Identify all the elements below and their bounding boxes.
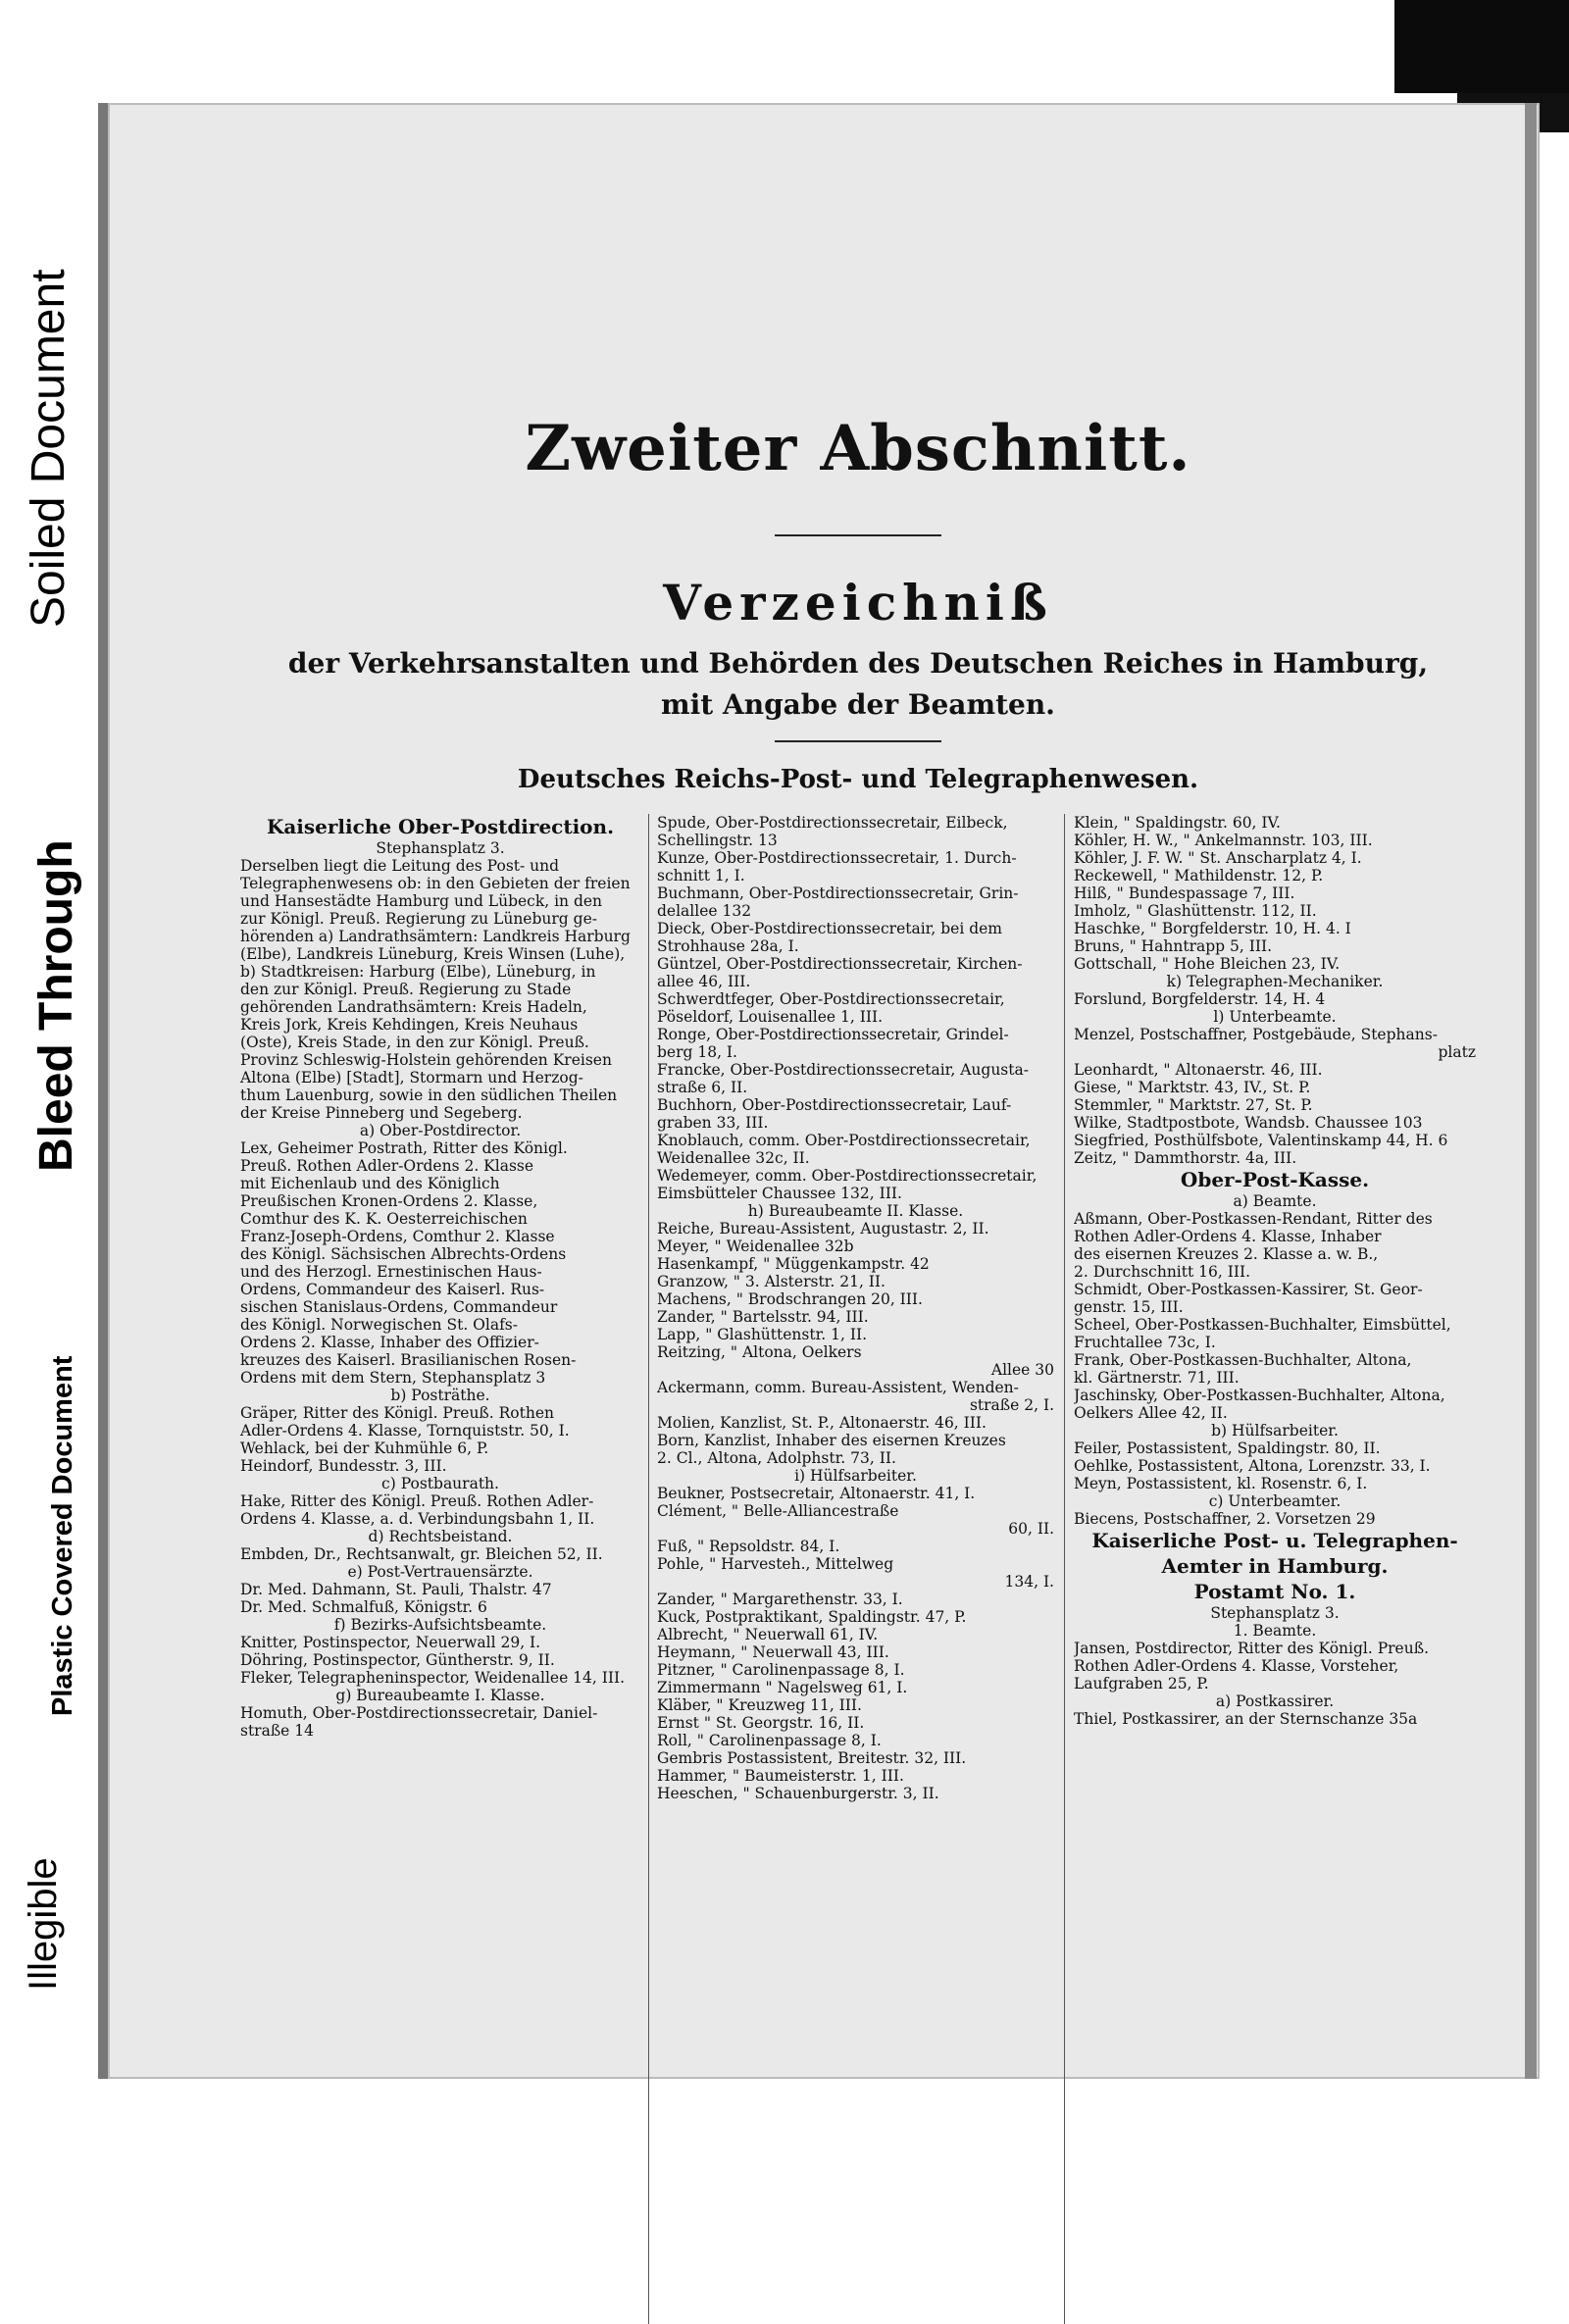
entry-line: Gottschall, " Hohe Bleichen 23, IV. — [1074, 955, 1341, 973]
entry-line: Kunze, Ober-Postdirectionssecretair, 1. Durch- — [657, 849, 1017, 867]
label-plastic-covered: Plastic Covered Document — [47, 1355, 78, 1716]
entry-line: l) Unterbeamte. — [1213, 1008, 1337, 1026]
entry-line: Ordens 2. Klasse, Inhaber des Offizier- — [240, 1334, 539, 1351]
entry-line: Döhring, Postinspector, Güntherstr. 9, II. — [240, 1651, 555, 1669]
entry-line: Beukner, Postsecretair, Altonaerstr. 41, I. — [657, 1485, 976, 1502]
entry-line: (Oste), Kreis Stade, in den zur Königl. Preuß. — [240, 1034, 589, 1051]
entry-line: 2. Durchschnitt 16, III. — [1074, 1263, 1251, 1281]
entry-line: c) Postbaurath. — [381, 1475, 499, 1492]
entry-line: Zimmermann " Nagelsweg 61, I. — [657, 1679, 908, 1696]
entry-line: Stephansplatz 3. — [1210, 1604, 1340, 1622]
directory-subtitle-line1: der Verkehrsanstalten und Behörden des Deutschen Reiches in Hamburg, — [287, 647, 1429, 680]
entry-line: Born, Kanzlist, Inhaber des eisernen Kreuzes — [657, 1432, 1006, 1449]
entry-line: der Kreise Pinneberg und Segeberg. — [240, 1104, 523, 1122]
entry-line: Hake, Ritter des Königl. Preuß. Rothen Adler- — [240, 1492, 594, 1510]
entry-line: schnitt 1, I. — [657, 867, 745, 884]
entry-line: Hilß, " Bundespassage 7, III. — [1074, 884, 1295, 902]
entry-line: des eisernen Kreuzes 2. Klasse a. w. B., — [1074, 1245, 1379, 1263]
entry-line: Siegfried, Posthülfsbote, Valentinskamp 44, H. 6 — [1074, 1132, 1448, 1149]
entry-line: straße 6, II. — [657, 1079, 748, 1096]
entry-line: Ronge, Ober-Postdirectionssecretair, Grindel- — [657, 1026, 1009, 1043]
entry-line: Buchhorn, Ober-Postdirectionssecretair, Lauf- — [657, 1096, 1012, 1114]
entry-line: den zur Königl. Preuß. Regierung zu Stade — [240, 981, 572, 998]
entry-line: Ernst " St. Georgstr. 16, II. — [657, 1714, 865, 1732]
entry-line: Thiel, Postkassirer, an der Sternschanze 35a — [1074, 1710, 1418, 1728]
entry-line: Preußischen Kronen-Ordens 2. Klasse, — [240, 1192, 538, 1210]
entry-line: Meyer, " Weidenallee 32b — [657, 1238, 854, 1255]
entry-line: kreuzes des Kaiserl. Brasilianischen Rosen- — [240, 1351, 577, 1369]
entry-line: Pitzner, " Carolinenpassage 8, I. — [657, 1661, 905, 1679]
entry-line: Köhler, H. W., " Ankelmannstr. 103, III. — [1074, 832, 1373, 849]
entry-line: Hammer, " Baumeisterstr. 1, III. — [657, 1767, 904, 1785]
entry-line: Granzow, " 3. Alsterstr. 21, II. — [657, 1273, 886, 1290]
entry-line: 1. Beamte. — [1233, 1622, 1317, 1640]
entry-line: Rothen Adler-Ordens 4. Klasse, Vorsteher, — [1074, 1657, 1399, 1675]
entry-line: Gräper, Ritter des Königl. Preuß. Rothen — [240, 1404, 554, 1422]
entry-line: hörenden a) Landrathsämtern: Landkreis Harburg — [240, 928, 631, 945]
entry-line: Lex, Geheimer Postrath, Ritter des Königl. — [240, 1139, 568, 1157]
label-illegible: Illegible — [22, 1857, 65, 1991]
entry-line: Franz-Joseph-Ordens, Comthur 2. Klasse — [240, 1228, 555, 1245]
entry-line: Fleker, Telegrapheninspector, Weidenallee 14, III. — [240, 1669, 626, 1687]
section-heading: Deutsches Reichs-Post- und Telegraphenwesen. — [517, 765, 1199, 794]
entry-line: Imholz, " Glashüttenstr. 112, II. — [1074, 902, 1317, 920]
entry-line: Ordens 4. Klasse, a. d. Verbindungsbahn 1, II. — [240, 1510, 595, 1528]
entry-line: Rothen Adler-Ordens 4. Klasse, Inhaber — [1074, 1228, 1382, 1245]
column-3 — [1074, 814, 1476, 1728]
entry-line: kl. Gärtnerstr. 71, III. — [1074, 1369, 1240, 1387]
chapter-title: Zweiter Abschnitt. — [525, 412, 1191, 485]
entry-line: Dieck, Ober-Postdirectionssecretair, bei dem — [657, 920, 1002, 937]
label-bleed-through: Bleed Through — [30, 839, 82, 1172]
column-1 — [240, 814, 640, 1740]
entry-line: Stemmler, " Marktstr. 27, St. P. — [1074, 1096, 1313, 1114]
entry-line: Pohle, " Harvesteh., Mittelweg — [657, 1555, 894, 1573]
entry-line: 2. Cl., Altona, Adolphstr. 73, II. — [657, 1449, 896, 1467]
columns — [240, 814, 1476, 2324]
entry-line: Kläber, " Kreuzweg 11, III. — [657, 1696, 862, 1714]
entry-line: Gembris Postassistent, Breitestr. 32, III. — [657, 1749, 967, 1767]
entry-line: Reitzing, " Altona, Oelkers — [657, 1343, 862, 1361]
entry-line: Kuck, Postpraktikant, Spaldingstr. 47, P. — [657, 1608, 967, 1626]
entry-line: straße 14 — [240, 1722, 315, 1740]
entry-line: a) Postkassirer. — [1215, 1692, 1335, 1710]
section-title: Aemter in Hamburg. — [1161, 1554, 1389, 1578]
entry-line: sischen Stanislaus-Ordens, Commandeur — [240, 1298, 558, 1316]
entry-line: Homuth, Ober-Postdirectionssecretair, Daniel- — [240, 1704, 598, 1722]
section-title: Ober-Post-Kasse. — [1180, 1168, 1370, 1191]
entry-line: Preuß. Rothen Adler-Ordens 2. Klasse — [240, 1157, 534, 1175]
entry-line: Reckewell, " Mathildenstr. 12, P. — [1074, 867, 1324, 884]
entry-line: Heymann, " Neuerwall 43, III. — [657, 1643, 889, 1661]
entry-line: Zander, " Margarethenstr. 33, I. — [657, 1591, 903, 1608]
entry-line: Altona (Elbe) [Stadt], Stormarn und Herzog- — [240, 1069, 583, 1086]
entry-line: Francke, Ober-Postdirectionssecretair, Augusta- — [657, 1061, 1029, 1079]
entry-line: Embden, Dr., Rechtsanwalt, gr. Bleichen 52, II. — [240, 1545, 603, 1563]
title-rule — [775, 534, 941, 536]
entry-line: thum Lauenburg, sowie in den südlichen Theilen — [240, 1086, 618, 1104]
entry-line: f) Bezirks-Aufsichtsbeamte. — [333, 1616, 547, 1634]
entry-line: Wedemeyer, comm. Ober-Postdirectionssecretair, — [657, 1167, 1038, 1185]
entry-line: Wilke, Stadtpostbote, Wandsb. Chaussee 103 — [1074, 1114, 1423, 1132]
entry-line: Jansen, Postdirector, Ritter des Königl. Preuß. — [1074, 1640, 1429, 1657]
entry-line: mit Eichenlaub und des Königlich — [240, 1175, 500, 1192]
entry-line: 60, II. — [1008, 1520, 1054, 1538]
entry-line: c) Unterbeamter. — [1208, 1492, 1341, 1510]
entry-line: Laufgraben 25, P. — [1074, 1675, 1209, 1692]
column-divider-1 — [648, 814, 649, 2324]
entry-line: gehörenden Landrathsämtern: Kreis Hadeln, — [240, 998, 587, 1016]
section-title: Postamt No. 1. — [1193, 1580, 1356, 1603]
entry-line: Kreis Jork, Kreis Kehdingen, Kreis Neuhaus — [240, 1016, 579, 1034]
entry-line: Frank, Ober-Postkassen-Buchhalter, Altona, — [1074, 1351, 1412, 1369]
entry-line: (Elbe), Landkreis Lüneburg, Kreis Winsen (Luhe), — [240, 945, 626, 963]
entry-line: Menzel, Postschaffner, Postgebäude, Stephans- — [1074, 1026, 1438, 1043]
entry-line: a) Beamte. — [1233, 1192, 1317, 1210]
entry-line: Heindorf, Bundesstr. 3, III. — [240, 1457, 447, 1475]
subtitle-rule — [775, 740, 941, 742]
entry-line: i) Hülfsarbeiter. — [794, 1467, 917, 1485]
entry-line: Schwerdtfeger, Ober-Postdirectionssecretair, — [657, 990, 1005, 1008]
entry-line: Köhler, J. F. W. " St. Anscharplatz 4, I. — [1074, 849, 1362, 867]
entry-line: Oelkers Allee 42, II. — [1074, 1404, 1228, 1422]
entry-line: a) Ober-Postdirector. — [359, 1122, 522, 1139]
entry-line: graben 33, III. — [657, 1114, 769, 1132]
entry-line: Ackermann, comm. Bureau-Assistent, Wenden- — [657, 1379, 1019, 1396]
entry-line: Forslund, Borgfelderstr. 14, H. 4 — [1074, 990, 1326, 1008]
entry-line: Güntzel, Ober-Postdirectionssecretair, Kirchen- — [657, 955, 1023, 973]
entry-line: straße 2, I. — [969, 1396, 1054, 1414]
entry-line: Feiler, Postassistent, Spaldingstr. 80, II. — [1074, 1440, 1381, 1457]
entry-line: Allee 30 — [990, 1361, 1054, 1379]
entry-line: Albrecht, " Neuerwall 61, IV. — [657, 1626, 879, 1643]
entry-line: genstr. 15, III. — [1074, 1298, 1184, 1316]
entry-line: g) Bureaubeamte I. Klasse. — [335, 1687, 545, 1704]
entry-line: Pöseldorf, Louisenallee 1, III. — [657, 1008, 884, 1026]
entry-line: Dr. Med. Schmalfuß, Königstr. 6 — [240, 1598, 487, 1616]
entry-line: e) Post-Vertrauensärzte. — [347, 1563, 533, 1581]
entry-line: berg 18, I. — [657, 1043, 737, 1061]
entry-line: des Königl. Sächsischen Albrechts-Ordens — [240, 1245, 567, 1263]
entry-line: Strohhause 28a, I. — [657, 937, 799, 955]
column-2 — [657, 814, 1054, 1802]
entry-line: und des Herzogl. Ernestinischen Haus- — [240, 1263, 542, 1281]
entry-line: Knoblauch, comm. Ober-Postdirectionssecretair, — [657, 1132, 1031, 1149]
entry-line: Meyn, Postassistent, kl. Rosenstr. 6, I. — [1074, 1475, 1368, 1492]
directory-title: Verzeichniß — [663, 574, 1053, 632]
entry-line: Biecens, Postschaffner, 2. Vorsetzen 29 — [1074, 1510, 1376, 1528]
entry-line: und Hansestädte Hamburg und Lübeck, in den — [240, 892, 603, 910]
entry-line: Weidenallee 32c, II. — [657, 1149, 810, 1167]
entry-line: Hasenkampf, " Müggenkampstr. 42 — [657, 1255, 930, 1273]
entry-line: Spude, Ober-Postdirectionssecretair, Eilbeck, — [657, 814, 1008, 832]
entry-line: Knitter, Postinspector, Neuerwall 29, I. — [240, 1634, 541, 1651]
entry-line: Haschke, " Borgfelderstr. 10, H. 4. I — [1074, 920, 1351, 937]
scan-border-dark — [1394, 0, 1569, 93]
entry-line: Zeitz, " Dammthorstr. 4a, III. — [1074, 1149, 1297, 1167]
entry-line: Schellingstr. 13 — [657, 832, 778, 849]
entry-line: allee 46, III. — [657, 973, 751, 990]
entry-line: platz — [1438, 1043, 1476, 1061]
entry-line: Adler-Ordens 4. Klasse, Tornquiststr. 50, I. — [240, 1422, 570, 1440]
entry-line: h) Bureaubeamte II. Klasse. — [747, 1202, 964, 1220]
side-label-strip — [0, 0, 98, 2135]
entry-line: Clément, " Belle-Alliancestraße — [657, 1502, 899, 1520]
entry-line: Leonhardt, " Altonaerstr. 46, III. — [1074, 1061, 1323, 1079]
entry-line: Bruns, " Hahntrapp 5, III. — [1074, 937, 1273, 955]
entry-line: delallee 132 — [657, 902, 752, 920]
entry-line: Buchmann, Ober-Postdirectionssecretair, Grin- — [657, 884, 1019, 902]
entry-line: Derselben liegt die Leitung des Post- und — [240, 857, 560, 875]
entry-line: Aßmann, Ober-Postkassen-Rendant, Ritter des — [1074, 1210, 1433, 1228]
section-title: Kaiserliche Ober-Postdirection. — [266, 815, 615, 838]
entry-line: Reiche, Bureau-Assistent, Augustastr. 2, II. — [657, 1220, 989, 1238]
entry-line: Ordens mit dem Stern, Stephansplatz 3 — [240, 1369, 546, 1387]
entry-line: Comthur des K. K. Oesterreichischen — [240, 1210, 528, 1228]
entry-line: des Königl. Norwegischen St. Olafs- — [240, 1316, 519, 1334]
entry-line: Stephansplatz 3. — [376, 839, 505, 857]
page-edge — [1525, 103, 1537, 2079]
entry-line: Klein, " Spaldingstr. 60, IV. — [1074, 814, 1281, 832]
entry-line: Machens, " Brodschrangen 20, III. — [657, 1290, 923, 1308]
entry-line: Molien, Kanzlist, St. P., Altonaerstr. 46, III. — [657, 1414, 987, 1432]
entry-line: Provinz Schleswig-Holstein gehörenden Kreisen — [240, 1051, 612, 1069]
entry-line: Roll, " Carolinenpassage 8, I. — [657, 1732, 882, 1749]
entry-line: Dr. Med. Dahmann, St. Pauli, Thalstr. 47 — [240, 1581, 552, 1598]
entry-line: Eimsbütteler Chaussee 132, III. — [657, 1185, 902, 1202]
entry-line: Jaschinsky, Ober-Postkassen-Buchhalter, Altona, — [1074, 1387, 1445, 1404]
entry-line: Scheel, Ober-Postkassen-Buchhalter, Eimsbüttel, — [1074, 1316, 1451, 1334]
entry-line: d) Rechtsbeistand. — [368, 1528, 513, 1545]
entry-line: zur Königl. Preuß. Regierung zu Lüneburg ge- — [240, 910, 597, 928]
entry-line: 134, I. — [1004, 1573, 1054, 1591]
entry-line: Lapp, " Glashüttenstr. 1, II. — [657, 1326, 868, 1343]
entry-line: Zander, " Bartelsstr. 94, III. — [657, 1308, 869, 1326]
entry-line: Oehlke, Postassistent, Altona, Lorenzstr. 33, I. — [1074, 1457, 1431, 1475]
section-title: Kaiserliche Post- u. Telegraphen- — [1091, 1529, 1458, 1552]
directory-subtitle-line2: mit Angabe der Beamten. — [661, 688, 1055, 721]
entry-line: Ordens, Commandeur des Kaiserl. Rus- — [240, 1281, 545, 1298]
label-soiled-document: Soiled Document — [23, 269, 75, 628]
entry-line: k) Telegraphen-Mechaniker. — [1166, 973, 1384, 990]
entry-line: Telegraphenwesens ob: in den Gebieten der freien — [240, 875, 631, 892]
entry-line: Giese, " Marktstr. 43, IV., St. P. — [1074, 1079, 1311, 1096]
entry-line: Schmidt, Ober-Postkassen-Kassirer, St. Geor- — [1074, 1281, 1423, 1298]
entry-line: b) Hülfsarbeiter. — [1211, 1422, 1339, 1440]
entry-line: b) Posträthe. — [390, 1387, 490, 1404]
entry-line: Fruchtallee 73c, I. — [1074, 1334, 1216, 1351]
entry-line: Heeschen, " Schauenburgerstr. 3, II. — [657, 1785, 939, 1802]
entry-line: Wehlack, bei der Kuhmühle 6, P. — [240, 1440, 489, 1457]
entry-line: b) Stadtkreisen: Harburg (Elbe), Lüneburg, in — [240, 963, 596, 981]
entry-line: Fuß, " Repsoldstr. 84, I. — [657, 1538, 840, 1555]
column-divider-2 — [1064, 814, 1065, 2324]
